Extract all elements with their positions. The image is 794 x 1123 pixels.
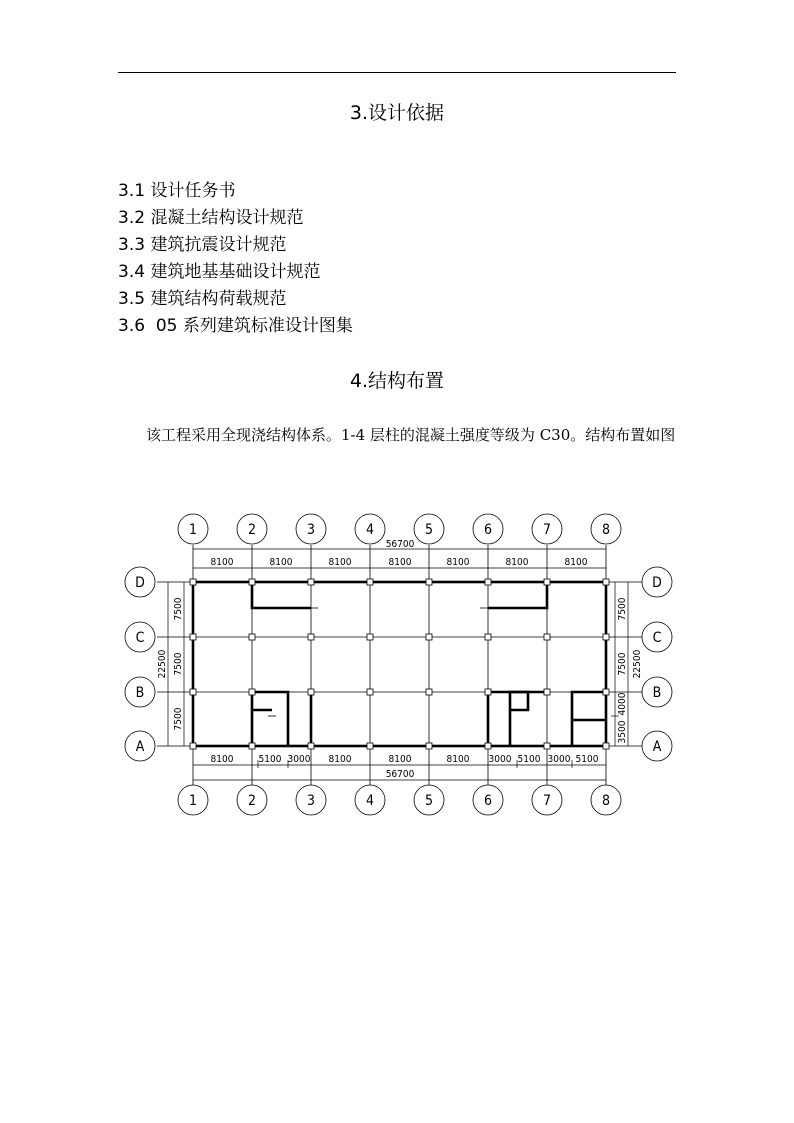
column <box>603 579 609 585</box>
dimension-label: 56700 <box>385 769 415 780</box>
basis-list <box>118 178 353 340</box>
dimension-label: 8100 <box>505 557 529 568</box>
dimension-label: 8100 <box>564 557 588 568</box>
axis-label: 6 <box>483 793 493 809</box>
axis-label: 8 <box>601 793 611 809</box>
column <box>426 743 432 749</box>
column <box>249 634 255 640</box>
axis-label: 3 <box>306 522 316 538</box>
dimension-label: 8100 <box>210 754 234 765</box>
column <box>190 689 196 695</box>
column <box>190 743 196 749</box>
column <box>190 634 196 640</box>
axis-label: 2 <box>247 522 257 538</box>
dimension-label: 56700 <box>385 539 415 550</box>
basis-item: 3.6 05 系列建筑标准设计图集 <box>118 316 353 336</box>
dimension-label: 3000 <box>547 754 571 765</box>
dimension-label: 7500 <box>173 597 184 621</box>
header-rule <box>118 72 676 73</box>
column <box>367 743 373 749</box>
dimension-label: 22500 <box>632 649 643 679</box>
column <box>367 634 373 640</box>
basis-item: 3.1 设计任务书 <box>118 181 236 201</box>
basis-item: 3.3 建筑抗震设计规范 <box>118 235 287 255</box>
dimension-label: 8100 <box>388 754 412 765</box>
section-title-layout: 4.结构布置 <box>349 370 445 392</box>
dimension-label: 8100 <box>388 557 412 568</box>
dimension-label: 8100 <box>269 557 293 568</box>
dimension-label: 5100 <box>517 754 541 765</box>
axis-label: 8 <box>601 522 611 538</box>
dimension-label: 8100 <box>446 557 470 568</box>
column <box>426 579 432 585</box>
column <box>603 689 609 695</box>
axis-label: B <box>652 685 662 701</box>
dimension-label: 7500 <box>173 707 184 731</box>
column <box>249 689 255 695</box>
column <box>603 634 609 640</box>
column <box>544 579 550 585</box>
axis-label: A <box>135 739 145 755</box>
axis-label: D <box>652 575 662 591</box>
column <box>426 689 432 695</box>
column <box>544 634 550 640</box>
dimension-label: 7500 <box>173 652 184 676</box>
basis-item: 3.2 混凝土结构设计规范 <box>118 208 304 228</box>
basis-item: 3.4 建筑地基基础设计规范 <box>118 262 321 282</box>
column <box>485 579 491 585</box>
layout-paragraph: 该工程采用全现浇结构体系。1-4 层柱的混凝土强度等级为 C30。结构布置如图 <box>146 426 676 444</box>
axis-label: 7 <box>542 793 552 809</box>
dimension-label: 3000 <box>488 754 512 765</box>
column <box>485 743 491 749</box>
axis-label: 5 <box>424 793 434 809</box>
dimension-label: 8100 <box>210 557 234 568</box>
axis-label: 4 <box>365 793 375 809</box>
dimension-label: 7500 <box>617 597 628 621</box>
dimension-label: 3500 <box>617 720 628 744</box>
column <box>603 743 609 749</box>
axis-label: A <box>652 739 662 755</box>
dimension-label: 4000 <box>617 692 628 716</box>
column <box>485 634 491 640</box>
dimension-label: 22500 <box>157 649 168 679</box>
dimension-label: 5100 <box>575 754 599 765</box>
dimension-label: 3000 <box>287 754 311 765</box>
dimension-label: 7500 <box>617 652 628 676</box>
dimension-labels <box>157 539 643 780</box>
basis-item: 3.5 建筑结构荷载规范 <box>118 289 287 309</box>
wall-segment <box>252 692 288 746</box>
axis-label: C <box>135 630 145 646</box>
axis-label: 2 <box>247 793 257 809</box>
dimension-label: 5100 <box>258 754 282 765</box>
column <box>544 689 550 695</box>
axis-label: B <box>135 685 145 701</box>
axis-label: 1 <box>188 522 198 538</box>
axis-label: 1 <box>188 793 198 809</box>
wall-segment <box>488 582 547 608</box>
column <box>308 743 314 749</box>
column <box>249 579 255 585</box>
wall-segment <box>252 582 311 608</box>
outer-wall <box>193 582 606 746</box>
axis-label: C <box>652 630 662 646</box>
thin-lines <box>268 608 488 716</box>
walls <box>193 582 606 746</box>
wall-segment <box>488 692 547 746</box>
axis-label: 3 <box>306 793 316 809</box>
section-title-basis: 3.设计依据 <box>349 102 445 124</box>
column <box>308 634 314 640</box>
axis-label: 5 <box>424 522 434 538</box>
column <box>308 689 314 695</box>
column <box>249 743 255 749</box>
column <box>544 743 550 749</box>
column <box>308 579 314 585</box>
structural-plan-drawing <box>118 510 678 820</box>
dimension-label: 8100 <box>446 754 470 765</box>
axis-label: 4 <box>365 522 375 538</box>
column <box>190 579 196 585</box>
axis-label: 7 <box>542 522 552 538</box>
column <box>485 689 491 695</box>
axis-label: D <box>135 575 145 591</box>
dimension-label: 8100 <box>328 754 352 765</box>
axis-label: 6 <box>483 522 493 538</box>
column <box>367 689 373 695</box>
column <box>367 579 373 585</box>
column <box>426 634 432 640</box>
wall-segment <box>510 692 528 746</box>
dimension-label: 8100 <box>328 557 352 568</box>
